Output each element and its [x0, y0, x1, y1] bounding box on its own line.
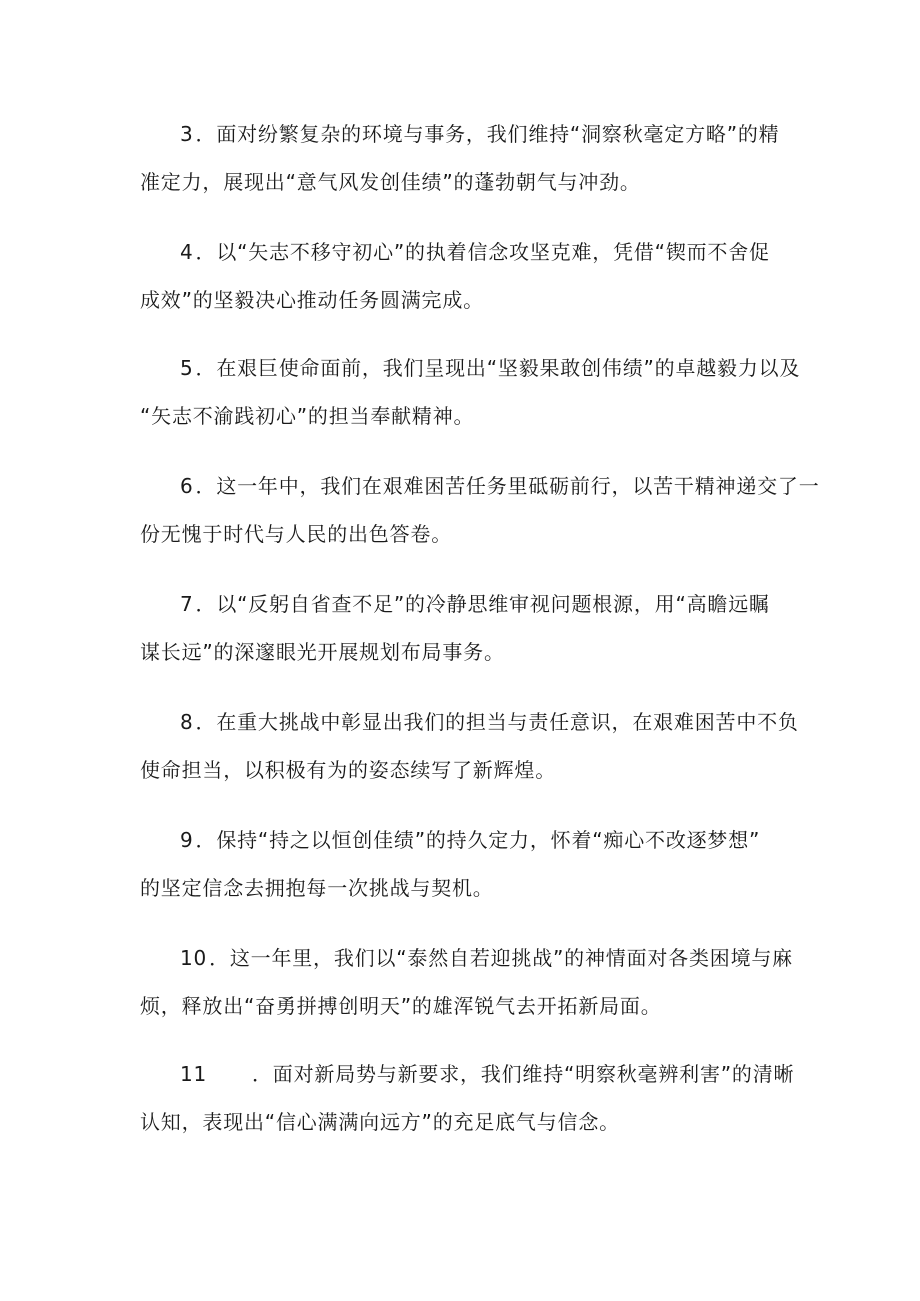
paragraph-number: 11	[180, 1062, 208, 1086]
paragraph-number: 10	[180, 946, 208, 970]
paragraph-first-line	[140, 826, 790, 854]
paragraph-6	[140, 472, 820, 548]
paragraph-3	[140, 120, 790, 196]
paragraph-second-line: “矢志不渝践初心”的担当奉献精神。	[140, 404, 475, 428]
paragraph-second-line: 的坚定信念去拥抱每一次挑战与契机。	[140, 876, 494, 900]
paragraph-11	[140, 1060, 795, 1136]
paragraph-second-line: 认知，表现出“信心满满向远方”的充足底气与信念。	[140, 1110, 620, 1134]
paragraph-second-line: 份无愧于时代与人民的出色答卷。	[140, 522, 452, 546]
paragraph-text: ．以“反躬自省查不足”的冷静思维审视问题根源，用“高瞻远瞩	[195, 592, 770, 616]
paragraph-second-line: 成效”的坚毅决心推动任务圆满完成。	[140, 288, 484, 312]
paragraph-number: 4	[180, 240, 194, 264]
paragraph-text: ．保持“持之以恒创佳绩”的持久定力，怀着“痴心不改逐梦想”	[195, 828, 761, 852]
paragraph-text: ．面对新局势与新要求，我们维持“明察秋毫辨利害”的清晰	[252, 1062, 795, 1086]
paragraph-4	[140, 238, 790, 314]
paragraph-number: 9	[180, 828, 194, 852]
paragraph-number: 3	[180, 122, 194, 146]
paragraph-first-line	[140, 354, 801, 382]
paragraph-10	[140, 944, 793, 1020]
paragraph-first-line	[140, 708, 799, 736]
paragraph-number: 5	[180, 356, 194, 380]
paragraph-9	[140, 826, 790, 902]
paragraph-7	[140, 590, 790, 666]
paragraph-text: ．这一年中，我们在艰难困苦任务里砥砺前行，以苦干精神递交了一	[195, 474, 820, 498]
paragraph-second-line: 烦，释放出“奋勇拼搏创明天”的雄浑锐气去开拓新局面。	[140, 994, 662, 1018]
paragraph-second-line: 使命担当，以积极有为的姿态续写了新辉煌。	[140, 758, 556, 782]
paragraph-first-line	[140, 944, 793, 972]
paragraph-number: 6	[180, 474, 194, 498]
paragraph-5	[140, 354, 801, 430]
paragraph-first-line	[140, 472, 820, 500]
paragraph-text: ．以“矢志不移守初心”的执着信念攻坚克难，凭借“锲而不舍促	[195, 240, 770, 264]
paragraph-text: ．在艰巨使命面前，我们呈现出“坚毅果敢创伟绩”的卓越毅力以及	[195, 356, 801, 380]
paragraph-8	[140, 708, 799, 784]
paragraph-first-line	[140, 590, 790, 618]
paragraph-first-line	[140, 120, 790, 148]
paragraph-first-line	[140, 1060, 795, 1088]
paragraph-second-line: 准定力，展现出“意气风发创佳绩”的蓬勃朝气与冲劲。	[140, 170, 641, 194]
paragraph-text: ．这一年里，我们以“泰然自若迎挑战”的神情面对各类困境与麻	[209, 946, 793, 970]
paragraph-second-line: 谋长远”的深邃眼光开展规划布局事务。	[140, 640, 505, 664]
paragraph-number: 7	[180, 592, 194, 616]
paragraph-number: 8	[180, 710, 194, 734]
paragraph-text: ．在重大挑战中彰显出我们的担当与责任意识，在艰难困苦中不负	[195, 710, 799, 734]
paragraph-first-line	[140, 238, 790, 266]
paragraph-text: ．面对纷繁复杂的环境与事务，我们维持“洞察秋毫定方略”的精	[195, 122, 780, 146]
